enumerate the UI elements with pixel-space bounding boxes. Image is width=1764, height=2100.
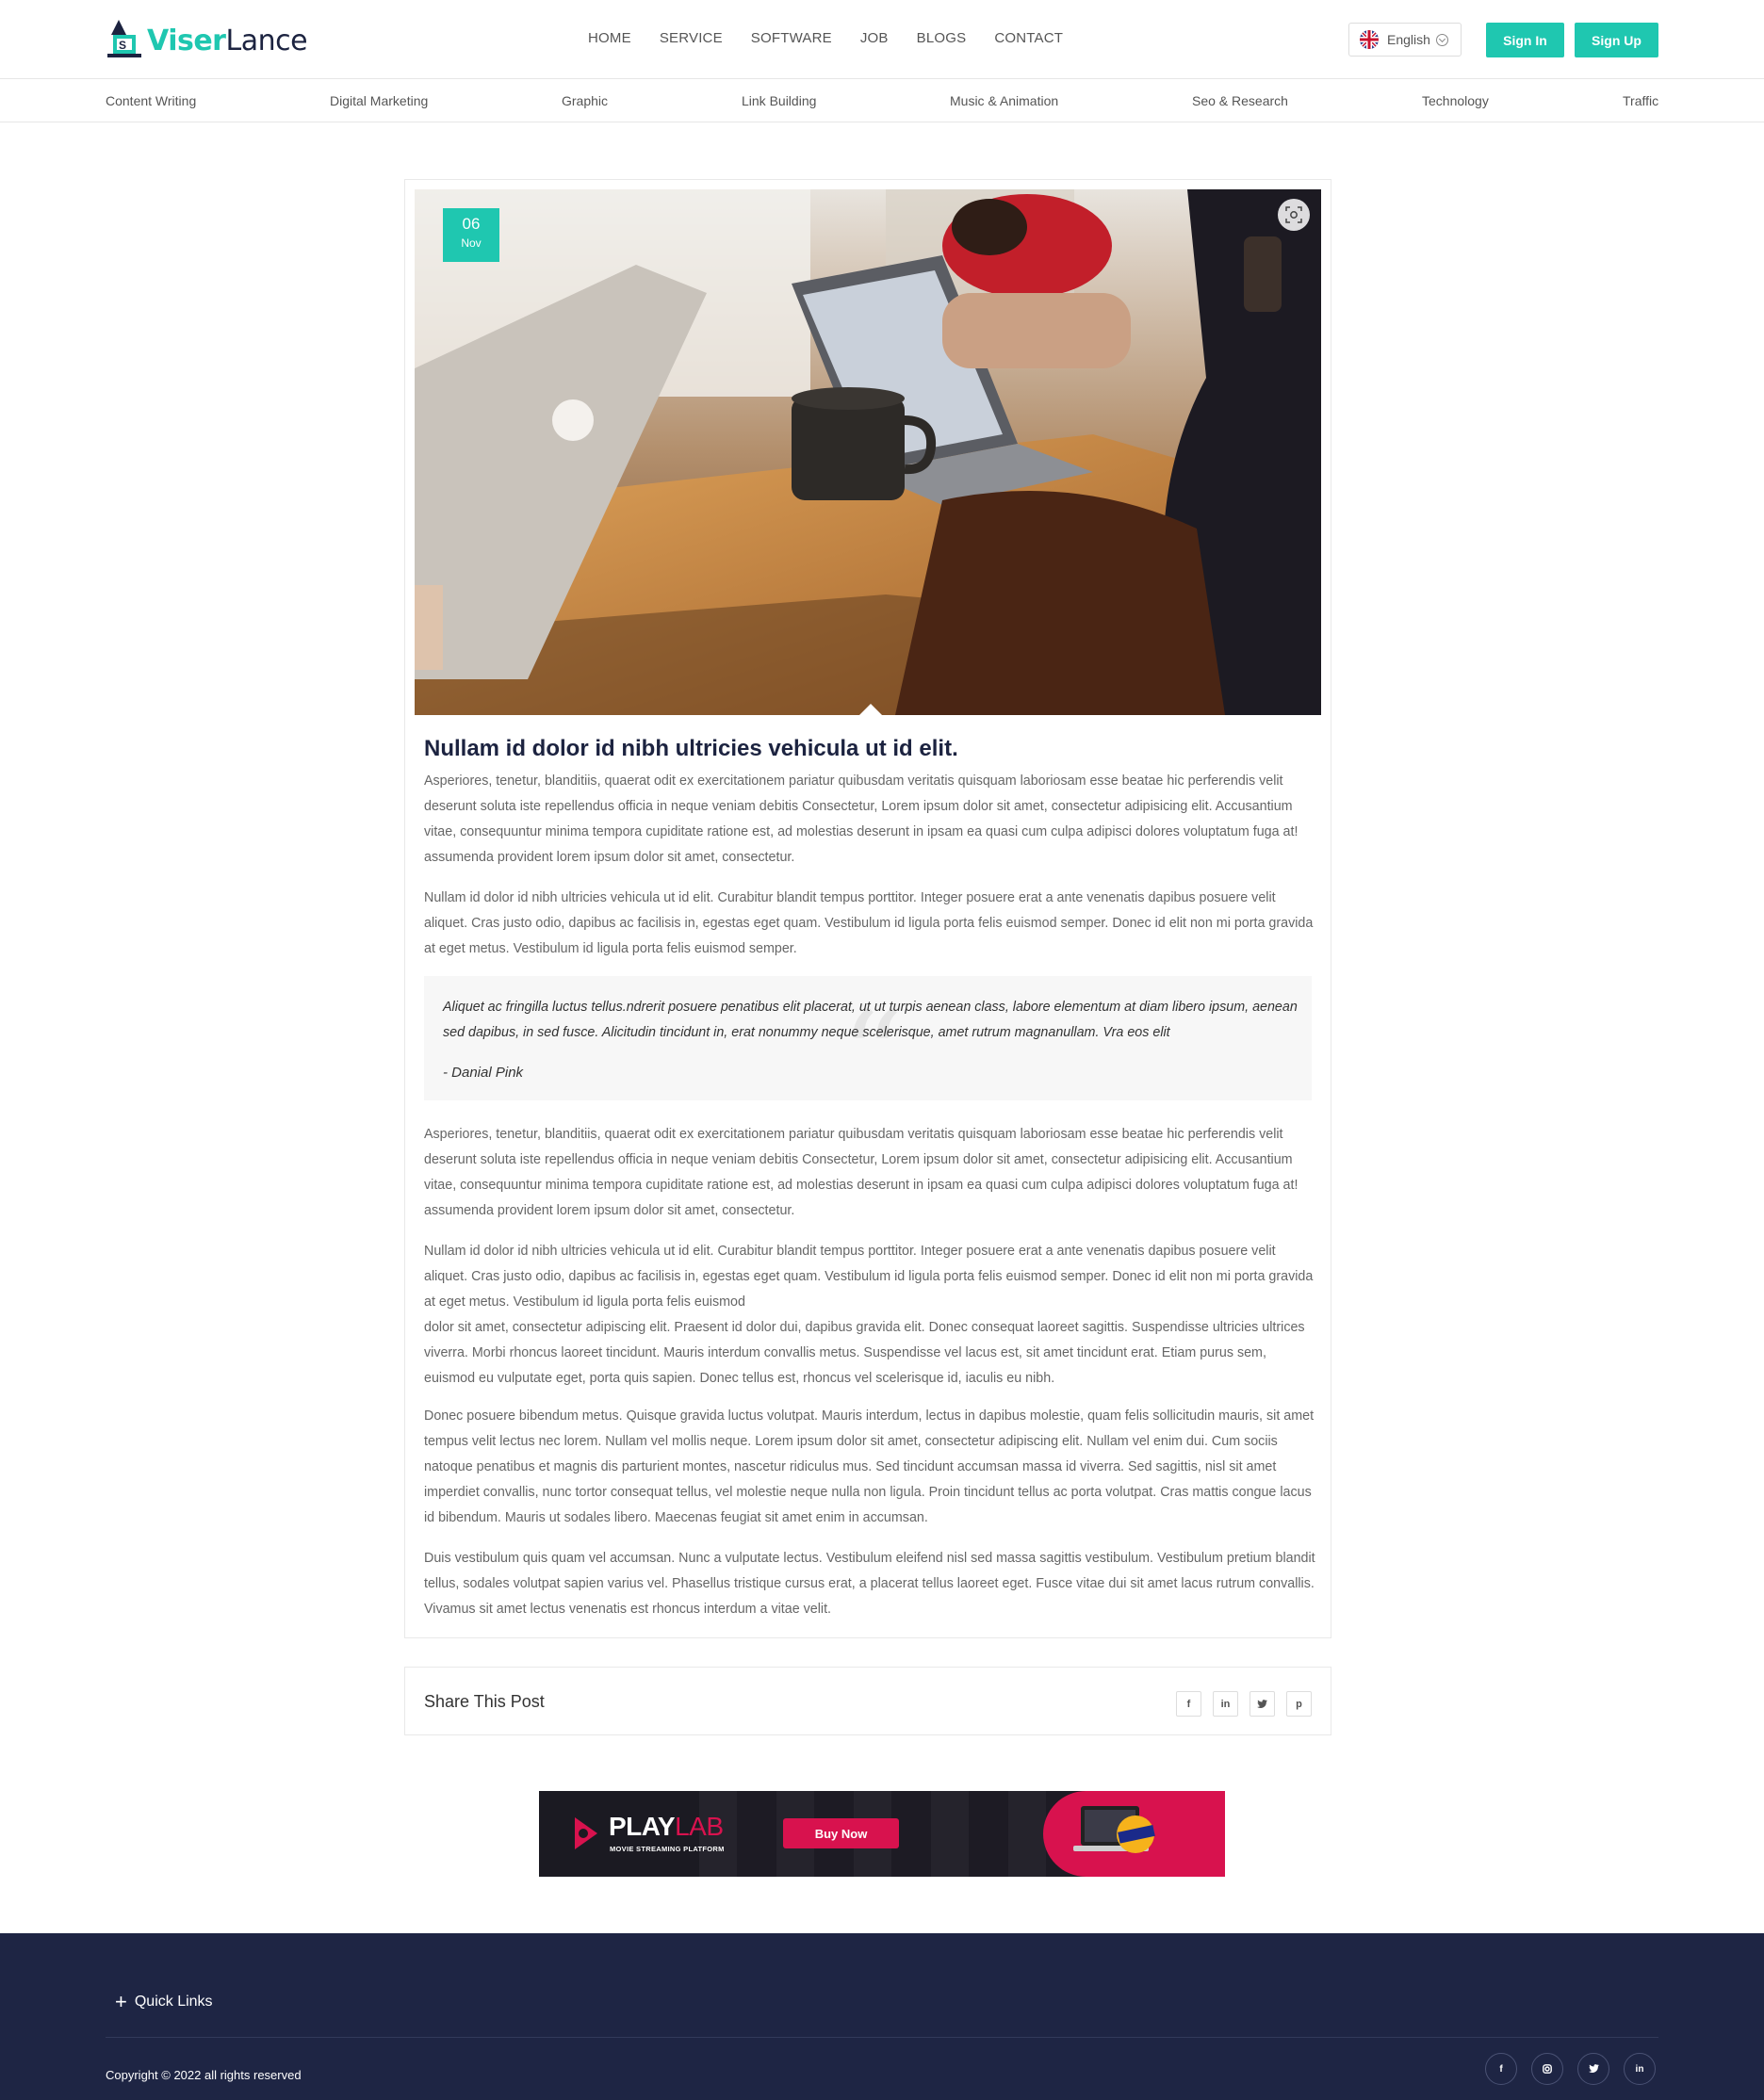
- blockquote: [424, 976, 1312, 1128]
- laptop-sale-icon: [1073, 1802, 1158, 1864]
- category-graphic[interactable]: Graphic: [562, 93, 609, 108]
- screen-capture-icon: [1285, 206, 1302, 223]
- svg-text:S: S: [119, 39, 127, 52]
- post-paragraph-4b: dolor sit amet, consectetur adipiscing elit. Praesent id dolor dui, dapibus gravida elit. Donec consequat laoreet sagittis. Suspendisse ultricies ultrices viverra. Morbi rhoncus laoreet tincidunt. Mauris interdum convallis metus. Suspendisse vel lacus est, sit amet tincidunt erat. Etiam purus sem, euismod eu vulputate eget, porta quis sapien. Donec tellus est, rhoncus vel scelerisque id, iaculis eu nibh.: [424, 1320, 1305, 1386]
- quote-mark-icon: “: [841, 985, 904, 1128]
- site-footer: [0, 1933, 1764, 2100]
- footer-divider: [106, 2037, 1658, 2038]
- site-logo[interactable]: [106, 17, 307, 64]
- post-paragraph-4a: Nullam id dolor id nibh ultricies vehicula ut id elit. Curabitur blandit tempus porttitor. Integer posuere erat a ante venenatis dapibus posuere velit aliquet. Cras justo odio, dapibus ac facilisis in, egestas eget quam. Vestibulum id ligula porta felis euismod semper. Donec id elit non mi porta gravida at eget metus. Vestibulum id ligula porta felis euismod: [424, 1244, 1314, 1310]
- post-paragraph-3: Asperiores, tenetur, blanditiis, quaerat odit ex exercitationem pariatur quibusdam veritatis quisquam laboriosam esse beatae hic perferendis velit deserunt soluta iste repellendus officia in neque veniam debitis Consectetur, Lorem ipsum dolor sit amet, consectetur adipisicing elit. Accusantium vitae, consequuntur minima tempora cupiditate ratione est, ad molestias deserunt in ipsam ea quasi cum culpa adipisci dolores voluptatum fuga at! assumenda provident lorem ipsum dolor sit amet, consectetur.: [424, 1127, 1298, 1218]
- language-select[interactable]: [1348, 23, 1462, 57]
- pinterest-icon[interactable]: p: [1286, 1691, 1312, 1717]
- category-content-writing[interactable]: Content Writing: [106, 93, 197, 108]
- chevron-down-icon: [1436, 34, 1448, 46]
- logo-text: ViserLance: [147, 24, 308, 57]
- post-paragraph-5: Donec posuere bibendum metus. Quisque gravida luctus volutpat. Mauris interdum, lectus in dapibus molestie, quam felis sollicitudin mauris, sit amet tempus velit lectus nec lorem. Nullam vel mollis neque. Lorem ipsum dolor sit amet, consectetur adipiscing elit. Nullam vel enim dui. Cum sociis natoque penatibus et magnis dis parturient montes, nascetur ridiculus mus. Sed tincidunt accumsan massa id viverra. Sed sagittis, nisl sit amet imperdiet convallis, nunc tortor consequat tellus, vel molestie neque nulla non ligula. Proin tincidunt tellus ac porta volutpat. Cras mattis congue lacus id bibendum. Mauris ut sodales libero. Maecenas feugiat sit amet enim in accumsan.: [424, 1408, 1315, 1525]
- category-bar: [0, 79, 1764, 122]
- instagram-icon[interactable]: [1531, 2053, 1563, 2085]
- plus-icon: +: [115, 1990, 127, 2013]
- playlab-ad-banner[interactable]: [539, 1791, 1225, 1877]
- post-date-day: 06: [462, 215, 481, 233]
- facebook-icon[interactable]: f: [1485, 2053, 1517, 2085]
- linkedin-icon[interactable]: in: [1213, 1691, 1238, 1717]
- ad-brand: PLAYLAB: [609, 1812, 724, 1841]
- quick-links-label: Quick Links: [134, 1994, 213, 2010]
- uk-flag-icon: [1360, 30, 1379, 49]
- nav-service[interactable]: SERVICE: [659, 30, 723, 46]
- ad-buy-now-button[interactable]: Buy Now: [783, 1818, 899, 1848]
- nav-software[interactable]: SOFTWARE: [750, 30, 832, 46]
- top-header: [0, 0, 1764, 79]
- nav-home[interactable]: HOME: [588, 30, 631, 46]
- category-digital-marketing[interactable]: Digital Marketing: [330, 93, 429, 108]
- quote-author: - Danial Pink: [443, 1065, 524, 1081]
- facebook-icon[interactable]: f: [1176, 1691, 1201, 1717]
- quick-links-toggle[interactable]: [115, 1990, 213, 2013]
- share-icons: [1165, 1691, 1312, 1717]
- quote-text: Aliquet ac fringilla luctus tellus.ndrerit posuere penatibus elit placerat, ut ut turpis aenean class, labore elementum at diam libero ipsum, aenean sed dapibus, in sed fusce. Alicitudin tincidunt in, erat nonummy neque scelerisque, amet rutrum magnanullam. Vra eos elit: [443, 1000, 1298, 1040]
- footer-social-icons: [1485, 2053, 1670, 2085]
- language-label: English: [1387, 32, 1430, 47]
- playlab-play-icon: [573, 1815, 599, 1851]
- post-title: Nullam id dolor id nibh ultricies vehicula ut id elit.: [424, 736, 958, 761]
- nav-job[interactable]: JOB: [859, 30, 889, 46]
- copyright-text: Copyright © 2022 all rights reserved: [106, 2068, 302, 2082]
- category-technology[interactable]: Technology: [1422, 93, 1489, 108]
- main-nav: [588, 30, 1091, 46]
- blog-post-card: [404, 179, 1331, 1638]
- share-label: Share This Post: [424, 1692, 545, 1711]
- nav-contact[interactable]: CONTACT: [994, 30, 1064, 46]
- twitter-icon[interactable]: [1577, 2053, 1609, 2085]
- category-music-animation[interactable]: Music & Animation: [950, 93, 1059, 108]
- twitter-icon[interactable]: [1250, 1691, 1275, 1717]
- image-notch: [858, 704, 884, 717]
- nav-blogs[interactable]: BLOGS: [916, 30, 967, 46]
- post-paragraph-2: Nullam id dolor id nibh ultricies vehicula ut id elit. Curabitur blandit tempus porttitor. Integer posuere erat a ante venenatis dapibus posuere velit aliquet. Cras justo odio, dapibus ac facilisis in, egestas eget quam. Vestibulum id ligula porta felis euismod semper. Donec id elit non mi porta gravida at eget metus. Vestibulum id ligula porta felis euismod semper.: [424, 890, 1314, 956]
- post-hero-image: [415, 189, 1321, 715]
- ad-tagline: MOVIE STREAMING PLATFORM: [610, 1845, 725, 1853]
- category-seo-research[interactable]: Seo & Research: [1192, 93, 1288, 108]
- category-link-building[interactable]: Link Building: [742, 93, 817, 108]
- linkedin-icon[interactable]: in: [1624, 2053, 1656, 2085]
- cafe-laptop-photo: [415, 189, 1321, 715]
- share-box: [404, 1667, 1331, 1735]
- zoom-icon[interactable]: [1278, 199, 1310, 231]
- post-date-badge: [443, 208, 499, 262]
- viserlance-logo-icon: [106, 18, 145, 63]
- sign-up-button[interactable]: Sign Up: [1575, 23, 1658, 57]
- post-paragraph-1: Asperiores, tenetur, blanditiis, quaerat odit ex exercitationem pariatur quibusdam veritatis quisquam laboriosam esse beatae hic perferendis velit deserunt soluta iste repellendus officia in neque veniam debitis Consectetur, Lorem ipsum dolor sit amet, consectetur adipisicing elit. Accusantium vitae, consequuntur minima tempora cupiditate ratione est, ad molestias deserunt in ipsam ea quasi cum culpa adipisci dolores voluptatum fuga at! assumenda provident lorem ipsum dolor sit amet, consectetur.: [424, 773, 1298, 865]
- post-date-month: Nov: [461, 236, 482, 250]
- sign-in-button[interactable]: Sign In: [1486, 23, 1564, 57]
- post-paragraph-6: Duis vestibulum quis quam vel accumsan. Nunc a vulputate lectus. Vestibulum eleifend nisl sed massa sagittis vestibulum. Vestibulum pretium blandit tellus, sodales volutpat sapien varius vel. Phasellus tristique cursus erat, a placerat tellus laoreet eget. Fusce vitae dui sit amet lacus rutrum convallis. Vivamus sit amet lectus venenatis est rhoncus interdum a vitae velit.: [424, 1551, 1315, 1617]
- category-traffic[interactable]: Traffic: [1623, 93, 1659, 108]
